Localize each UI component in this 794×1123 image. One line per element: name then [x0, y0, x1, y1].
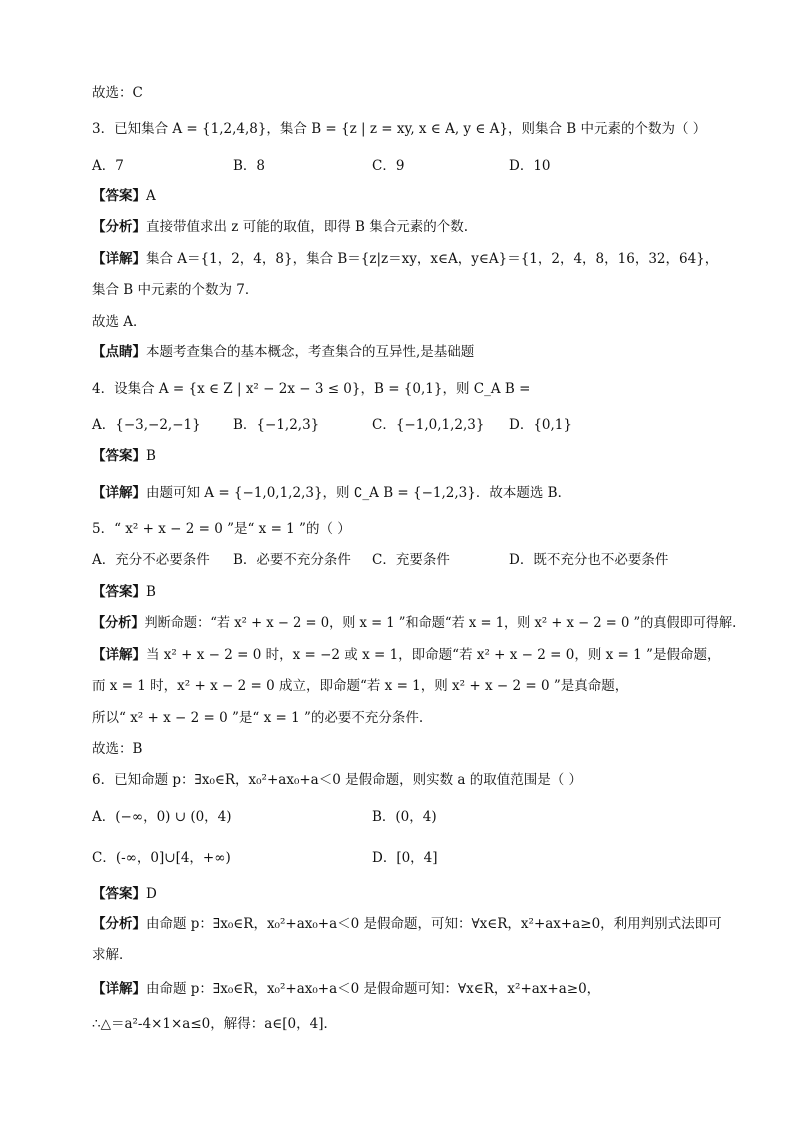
detail-label: 【详解】 — [92, 981, 146, 997]
analysis-text: 由命题 p：∃x₀∈R，x₀²+ax₀+a＜0 是假命题，可知：∀x∈R，x²+ax+a≥0，利用判别式法即可 — [146, 916, 722, 932]
q3-detail-2: 集合 B 中元素的个数为 7． — [92, 282, 259, 298]
q5-conclusion: 故选：B — [92, 741, 143, 757]
detail-label: 【详解】 — [92, 485, 146, 501]
q6-stem: 6．已知命题 p：∃x₀∈R，x₀²+ax₀+a＜0 是假命题，则实数 a 的取值范围是（ ） — [92, 772, 583, 788]
q6-detail — [92, 980, 600, 998]
analysis-text: 直接带值求出 z 可能的取值，即得 B 集合元素的个数. — [146, 219, 468, 235]
answer-value: A — [146, 188, 156, 204]
detail-text: 当 x² + x − 2 = 0 时，x = −2 或 x = 1，即命题“若 x² + x − 2 = 0，则 x = 1 ”是假命题， — [146, 647, 721, 663]
q6-analysis — [92, 915, 722, 933]
q3-option-b: B．8 — [233, 158, 266, 174]
q4-option-b: B．{−1,2,3} — [233, 417, 320, 433]
comment-label: 【点睛】 — [92, 344, 146, 360]
q5-option-c: C．充要条件 — [372, 552, 450, 568]
comment-text: 本题考查集合的基本概念，考查集合的互异性,是基础题 — [146, 344, 475, 360]
answer-label: 【答案】 — [92, 448, 146, 464]
answer-label: 【答案】 — [92, 886, 146, 902]
q6-answer — [92, 885, 157, 903]
q5-detail — [92, 646, 720, 664]
q3-answer — [92, 187, 156, 205]
q5-detail-3: 所以“ x² + x − 2 = 0 ”是“ x = 1 ”的必要不充分条件. — [92, 710, 424, 726]
detail-label: 【详解】 — [92, 251, 146, 267]
analysis-label: 【分析】 — [92, 219, 146, 235]
analysis-label: 【分析】 — [92, 615, 145, 631]
q4-answer — [92, 447, 156, 465]
q3-conclusion: 故选 A． — [92, 314, 147, 330]
q5-answer — [92, 583, 156, 601]
answer-label: 【答案】 — [92, 188, 146, 204]
q6-analysis-2: 求解． — [92, 947, 133, 963]
q5-analysis — [92, 614, 736, 632]
q3-analysis — [92, 218, 468, 236]
q5-stem: 5．“ x² + x − 2 = 0 ”是“ x = 1 ”的（ ） — [92, 521, 351, 537]
q3-detail — [92, 250, 718, 268]
detail-text: 由命题 p：∃x₀∈R，x₀²+ax₀+a＜0 是假命题可知：∀x∈R，x²+ax+a≥0， — [146, 981, 601, 997]
q3-option-a: A．7 — [92, 158, 124, 174]
q5-detail-2: 而 x = 1 时，x² + x − 2 = 0 成立，即命题“若 x = 1，则 x² + x − 2 = 0 ”是真命题， — [92, 678, 629, 694]
analysis-text: 判断命题：“若 x² + x − 2 = 0，则 x = 1 ”和命题“若 x = 1，则 x² + x − 2 = 0 ”的真假即可得解. — [144, 615, 737, 631]
q6-detail-2: ∴△＝a²-4×1×a≤0，解得：a∈[0，4]． — [92, 1016, 337, 1032]
answer-value: D — [146, 886, 157, 902]
q4-stem: 4．设集合 A = {x ∈ Z | x² − 2x − 3 ≤ 0}，B = {0,1}，则 C_A B = — [92, 381, 531, 397]
answer-value: B — [146, 584, 156, 600]
q4-option-a: A．{−3,−2,−1} — [92, 417, 201, 433]
q3-comment — [92, 343, 474, 361]
q5-option-d: D．既不充分也不必要条件 — [509, 552, 669, 568]
answer-value: B — [146, 448, 156, 464]
q5-option-b: B．必要不充分条件 — [233, 552, 351, 568]
intro-line: 故选：C — [92, 85, 143, 101]
q4-detail — [92, 484, 571, 502]
q3-stem: 3．已知集合 A = {1,2,4,8}，集合 B = {z | z = xy, x ∈ A, y ∈ A}，则集合 B 中元素的个数为（ ） — [92, 121, 707, 137]
q5-option-a: A．充分不必要条件 — [92, 552, 210, 568]
q6-option-d: D．[0，4] — [372, 850, 438, 866]
detail-text: 由题可知 A = {−1,0,1,2,3}，则 ∁_A B = {−1,2,3}．故本题选 B． — [146, 485, 572, 501]
q3-option-d: D．10 — [509, 158, 551, 174]
q6-option-c: C．(-∞，0]∪[4，+∞) — [92, 850, 231, 866]
q4-option-c: C．{−1,0,1,2,3} — [372, 417, 485, 433]
q3-option-c: C．9 — [372, 158, 405, 174]
q6-option-b: B．(0，4) — [372, 809, 437, 825]
detail-text: 集合 A＝{1，2，4，8}，集合 B＝{z|z＝xy，x∈A，y∈A}＝{1，2，4，8，16，32，64}， — [146, 251, 719, 267]
q4-option-d: D．{0,1} — [509, 417, 572, 433]
detail-label: 【详解】 — [92, 647, 146, 663]
analysis-label: 【分析】 — [92, 916, 146, 932]
answer-label: 【答案】 — [92, 584, 146, 600]
q6-option-a: A．(−∞，0) ∪ (0，4) — [92, 809, 232, 825]
